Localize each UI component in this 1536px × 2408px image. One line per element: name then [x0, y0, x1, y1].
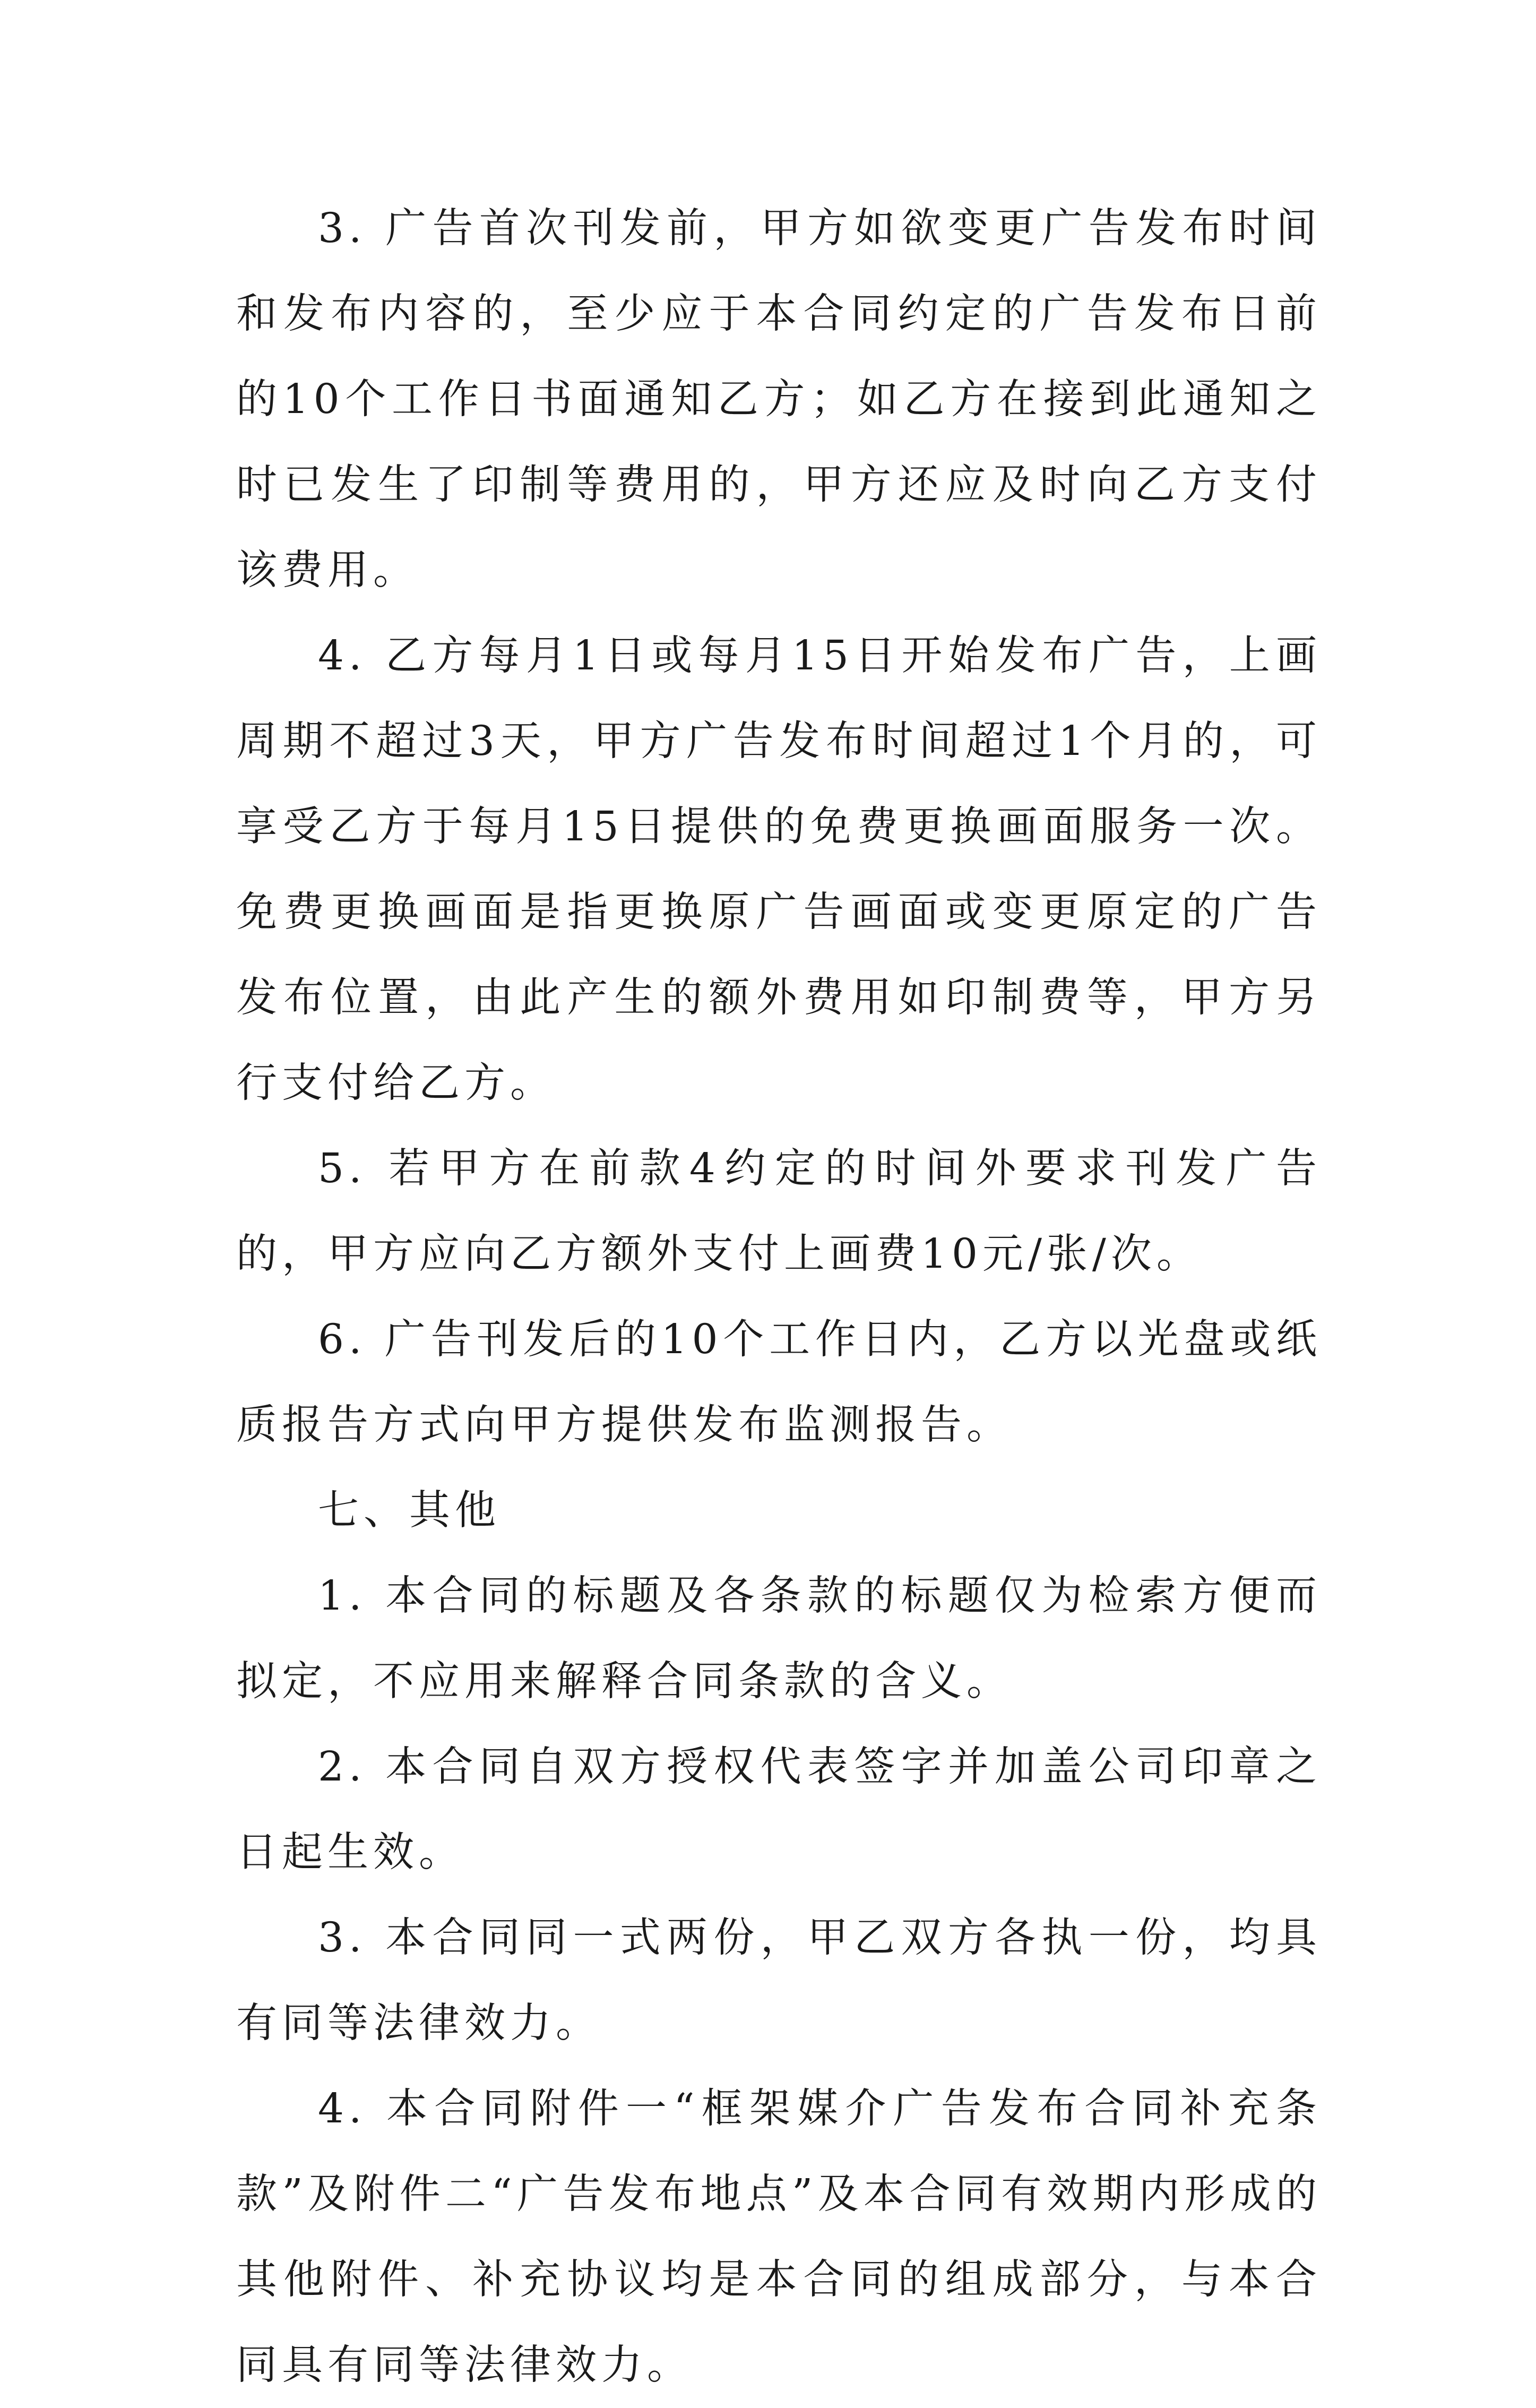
paragraph-clause-7-3: 3. 本合同同一式两份，甲乙双方各执一份，均具有同等法律效力。 [236, 1914, 1322, 2047]
paragraph-clause-7-1: 1. 本合同的标题及各条款的标题仅为检索方便而拟定，不应用来解释合同条款的含义。 [236, 1572, 1322, 1705]
paragraph-clause-7-4: 4. 本合同附件一“框架媒介广告发布合同补充条款”及附件二“广告发布地点”及本合同有效期内形成的其他附件、补充协议均是本合同的组成部分，与本合同具有同等法律效力。 [236, 2085, 1322, 2389]
paragraph-clause-6-5: 5. 若甲方在前款4约定的时间外要求刊发广告的，甲方应向乙方额外支付上画费10元/张/次。 [236, 1145, 1322, 1278]
paragraph-clause-6-3: 3. 广告首次刊发前，甲方如欲变更广告发布时间和发布内容的，至少应于本合同约定的广告发布日前的10个工作日书面通知乙方；如乙方在接到此通知之时已发生了印制等费用的，甲方还应及时向乙方支付该费用。 [236, 205, 1322, 594]
document-body [236, 186, 1322, 2408]
paragraph-clause-7-2: 2. 本合同自双方授权代表签字并加盖公司印章之日起生效。 [236, 1743, 1322, 1876]
section-heading-other: 七、其他 [318, 1487, 501, 1534]
paragraph-clause-6-6: 6. 广告刊发后的10个工作日内，乙方以光盘或纸质报告方式向甲方提供发布监测报告。 [236, 1316, 1322, 1449]
paragraph-clause-6-4: 4. 乙方每月1日或每月15日开始发布广告，上画周期不超过3天，甲方广告发布时间超过1个月的，可享受乙方于每月15日提供的免费更换画面服务一次。免费更换画面是指更换原广告画面或变更原定的广告发布位置，由此产生的额外费用如印制费等，甲方另行支付给乙方。 [236, 632, 1322, 1107]
